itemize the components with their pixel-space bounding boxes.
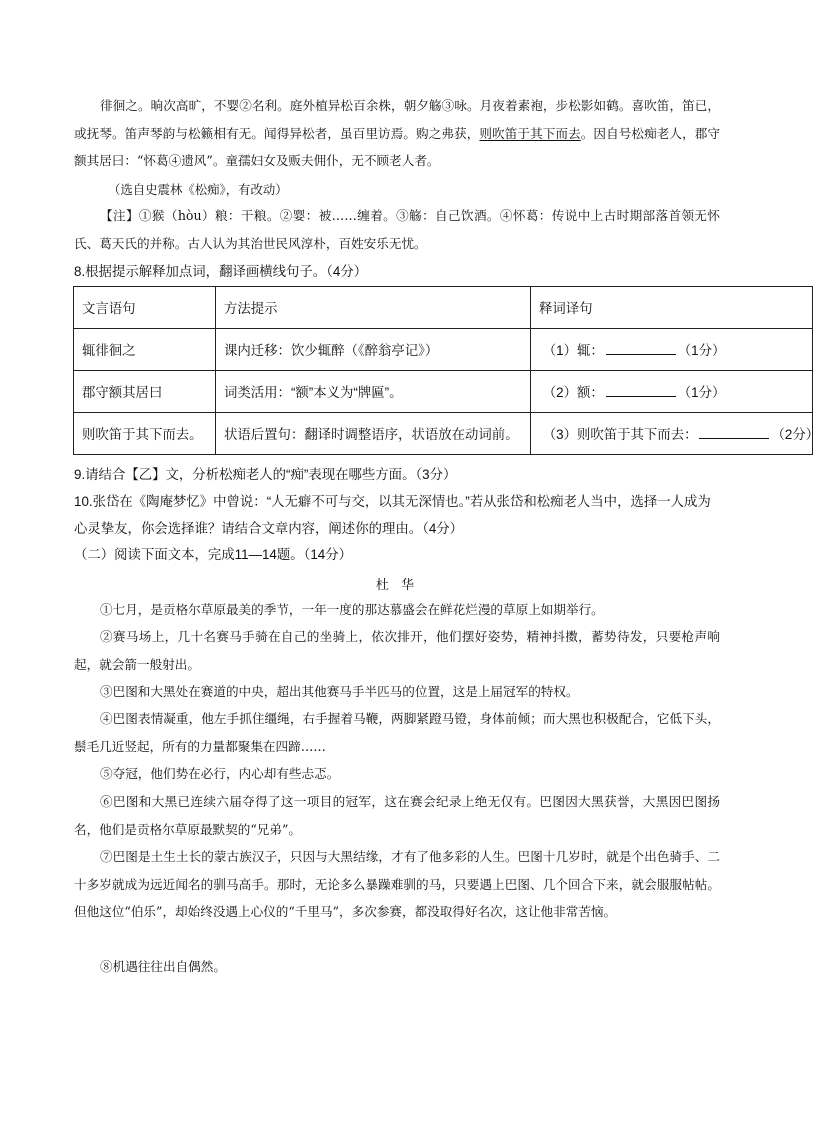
story-paragraph-6: ⑥巴图和大黑已连续六届夺得了这一项目的冠军，这在赛会纪录上绝无仅有。巴图因大黑获誉，大黑因巴图扬名，他们是贡格尔草原最默契的“兄弟”。	[74, 794, 720, 837]
passage-note: 【注】①猴（hòu）粮：干粮。②婴：被……缠着。③觞：自己饮酒。④怀葛：传说中上古时期部落首领无怀氏、葛天氏的并称。古人认为其治世民风淳朴，百姓安乐无忧。	[74, 208, 720, 251]
story-paragraph-3: ③巴图和大黑处在赛道的中央，超出其他赛马手半匹马的位置，这是上届冠军的特权。	[100, 684, 579, 699]
table-cell-answer[interactable]: （3）则吹笛于其下而去： （2分）	[531, 413, 813, 455]
answer-blank[interactable]	[699, 426, 769, 439]
table-cell-answer[interactable]: （1）辄： （1分）	[531, 329, 813, 371]
story-paragraph-5: ⑤夺冠，他们势在必行，内心却有些忐忑。	[100, 766, 340, 781]
story-paragraph-7: ⑦巴图是土生土长的蒙古族汉子，只因与大黑结缘，才有了他多彩的人生。巴图十几岁时，就是个出色骑手、二十多岁就成为远近闻名的驯马高手。那时，无论多么暴躁难驯的马，只要遇上巴图、几个回合下来，就会服服帖帖。但他这位“伯乐”，却始终没遇上心仪的“千里马”，多次参赛，都没取得好名次，这让他非常苦恼。	[74, 849, 720, 919]
story-paragraph-8: ⑧机遇往往出自偶然。	[100, 959, 226, 974]
table-cell-hint: 课内迁移：饮少辄醉（《醉翁亭记》）	[216, 329, 531, 371]
table-row	[74, 371, 813, 413]
table-cell-phrase: 郡守额其居曰	[74, 371, 216, 413]
table-header: 文言语句	[74, 287, 216, 329]
table-cell-hint: 词类活用：“额”本义为“牌匾”。	[216, 371, 531, 413]
passage-paragraph: 徘徊之。晌次高旷，不婴②名利。庭外植异松百余株，朝夕觞③咏。月夜着素袍，步松影如鹤。喜吹笛，笛已，或抚琴。笛声琴韵与松籁相有无。闻得异松者，虽百里访焉。购之弗获，则吹笛于其下而去。因自号松痴老人，郡守额其居曰：“怀葛④遗风”。童孺妇女及贩夫佣仆，无不顾老人者。	[74, 98, 721, 168]
answer-blank[interactable]	[606, 384, 676, 397]
table-row	[74, 413, 813, 455]
table-row	[74, 329, 813, 371]
underlined-sentence: 则吹笛于其下而去	[479, 125, 581, 141]
story-paragraph-1: ①七月，是贡格尔草原最美的季节，一年一度的那达慕盛会在鲜花烂漫的草原上如期举行。	[100, 602, 604, 617]
story-paragraph-4: ④巴图表情凝重，他左手抓住缰绳，右手握着马鞭，两脚紧蹬马镫，身体前倾；而大黑也积极配合，它低下头，鬃毛几近竖起，所有的力量都聚集在四蹄……	[74, 711, 720, 754]
table-cell-phrase: 则吹笛于其下而去。	[74, 413, 216, 455]
table-header: 释词译句	[531, 287, 813, 329]
table-cell-answer[interactable]: （2）额： （1分）	[531, 371, 813, 413]
table-header-row	[74, 287, 813, 329]
question-9: 9.请结合【乙】文，分析松痴老人的“痴”表现在哪些方面。（3分）	[74, 467, 457, 482]
question-10: 10.张岱在《陶庵梦忆》中曾说：“人无癖不可与交，以其无深情也。”若从张岱和松痴老人当中，选择一人成为心灵挚友，你会选择谁？请结合文章内容，阐述你的理由。（4分）	[74, 494, 711, 536]
question-8-table	[73, 286, 819, 455]
table-cell-hint: 状语后置句：翻译时调整语序，状语放在动词前。	[216, 413, 531, 455]
table-header: 方法提示	[216, 287, 531, 329]
section-2-heading: （二）阅读下面文本，完成11—14题。（14分）	[74, 547, 353, 562]
answer-blank[interactable]	[606, 342, 676, 355]
table-cell-phrase: 辄徘徊之	[74, 329, 216, 371]
passage-source: （选自史震林《松痴》，有改动）	[108, 182, 288, 197]
story-paragraph-2: ②赛马场上，几十名赛马手骑在自己的坐骑上，依次排开，他们摆好姿势，精神抖擞，蓄势待发，只要枪声响起，就会箭一般射出。	[74, 629, 720, 672]
question-8-stem: 8.根据提示解释加点词，翻译画横线句子。（4分）	[74, 264, 368, 279]
story-title: 杜 华	[375, 578, 419, 593]
